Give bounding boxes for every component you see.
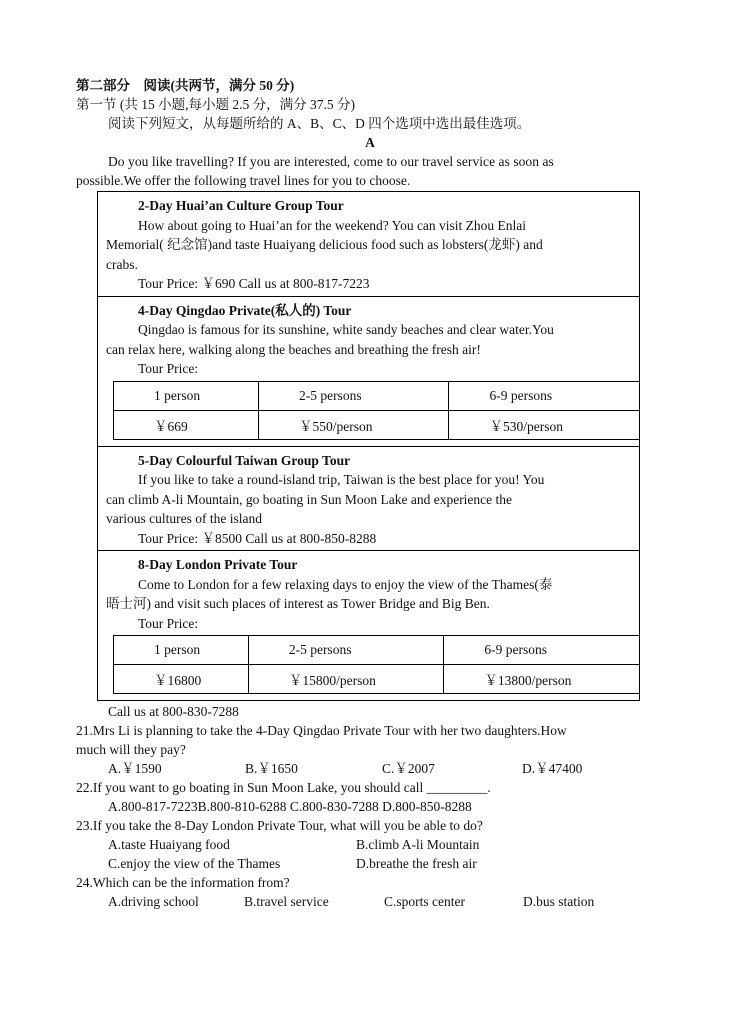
tour-qingdao — [98, 296, 639, 446]
question-24 — [76, 873, 664, 911]
tour-text-line: Qingdao is famous for its sunshine, white sandy beaches and clear water.You — [138, 322, 554, 337]
tours-box — [97, 191, 640, 701]
instruction-text: 阅读下列短文，从每题所给的 A、B、C、D 四个选项中选出最佳选项。 — [108, 116, 531, 131]
question-22 — [76, 778, 664, 816]
price-table-cell: 2-5 persons — [258, 381, 449, 410]
price-table-price-row — [114, 410, 640, 439]
price-table — [113, 635, 640, 694]
passage-letter: A — [365, 135, 375, 150]
tour-text-line: If you like to take a round-island trip, Taiwan is the best place for you! You — [138, 472, 545, 487]
option-d: D.bus station — [523, 894, 595, 909]
question-options — [76, 759, 664, 778]
option-b: B.climb A-li Mountain — [356, 837, 480, 852]
tour-text-line: Memorial( 纪念馆)and taste Huaiyang delicious food such as lobsters(龙虾) and — [106, 237, 543, 252]
tour-price-label: Tour Price: — [138, 615, 199, 631]
question-stem: 21.Mrs Li is planning to take the 4-Day Qingdao Private Tour with her two daughters.How — [76, 723, 567, 738]
option-c: C.enjoy the view of the Thames — [108, 856, 281, 871]
price-table-cell: ￥669 — [114, 410, 259, 439]
call-line: Call us at 800-830-7288 — [108, 704, 239, 719]
tour-text-line: can climb A-li Mountain, go boating in Sun Moon Lake and experience the — [106, 491, 513, 507]
price-table-cell: 1 person — [114, 381, 259, 410]
tour-title: 2-Day Huai’an Culture Group Tour — [138, 198, 344, 213]
option-c: C.￥2007 — [382, 761, 435, 776]
option-d: D.breathe the fresh air — [356, 856, 477, 871]
price-table-cell: ￥550/person — [258, 410, 449, 439]
price-table-cell: 6-9 persons — [449, 381, 640, 410]
tour-price: Tour Price: ￥690 Call us at 800-817-7223 — [138, 276, 370, 291]
question-options — [76, 835, 664, 854]
question-23 — [76, 816, 664, 873]
tour-title: 4-Day Qingdao Private(私人的) Tour — [138, 302, 352, 318]
intro-line-1: Do you like travelling? If you are interested, come to our travel service as soon as — [108, 154, 554, 169]
price-table-header-row — [114, 381, 640, 410]
reading-page — [76, 76, 664, 911]
question-stem: much will they pay? — [76, 742, 186, 757]
option-b: B.travel service — [244, 894, 329, 909]
tour-text-line: can relax here, walking along the beaches and breathing the fresh air! — [106, 341, 481, 357]
price-table-cell: ￥15800/person — [248, 665, 444, 694]
section-heading: 第一节 (共 15 小题,每小题 2.5 分，满分 37.5 分) — [76, 97, 355, 112]
tour-huaian — [98, 192, 639, 296]
tour-text-line: 晤士河) and visit such places of interest as Tower Bridge and Big Ben. — [106, 596, 490, 611]
tour-taiwan — [98, 446, 639, 551]
question-21 — [76, 721, 664, 778]
tour-text-line: various cultures of the island — [106, 511, 262, 526]
tour-text-line: Come to London for a few relaxing days to enjoy the view of the Thames(泰 — [138, 576, 553, 592]
price-table-cell: 1 person — [114, 636, 249, 665]
tour-text-line: How about going to Huai’an for the weekend? You can visit Zhou Enlai — [138, 217, 527, 233]
option-a: A.driving school — [108, 894, 199, 909]
tour-price: Tour Price: ￥8500 Call us at 800-850-8288 — [138, 530, 377, 546]
price-table-cell: ￥16800 — [114, 665, 249, 694]
tour-title: 8-Day London Private Tour — [138, 557, 298, 572]
part-heading: 第二部分 阅读(共两节，满分 50 分) — [76, 78, 295, 93]
price-table-header-row — [114, 636, 640, 665]
question-options — [76, 892, 664, 911]
option-d: D.￥47400 — [522, 761, 583, 776]
tour-price-label: Tour Price: — [138, 361, 199, 376]
price-table-cell: ￥13800/person — [444, 665, 640, 694]
question-options — [76, 854, 664, 873]
tour-london — [98, 550, 639, 700]
option-a: A.taste Huaiyang food — [108, 837, 230, 852]
question-stem: 24.Which can be the information from? — [76, 875, 290, 890]
question-options: A.800-817-7223B.800-810-6288 C.800-830-7288 D.800-850-8288 — [108, 799, 472, 814]
question-stem: 23.If you take the 8-Day London Private Tour, what will you be able to do? — [76, 818, 483, 833]
price-table-price-row — [114, 665, 640, 694]
question-stem: 22.If you want to go boating in Sun Moon Lake, you should call _________. — [76, 780, 491, 795]
tour-text-line: crabs. — [106, 256, 138, 272]
price-table — [113, 381, 640, 440]
option-c: C.sports center — [384, 894, 465, 909]
price-table-cell: 2-5 persons — [248, 636, 444, 665]
option-b: B.￥1650 — [245, 761, 298, 776]
price-table-cell: 6-9 persons — [444, 636, 640, 665]
option-a: A.￥1590 — [108, 761, 162, 776]
price-table-cell: ￥530/person — [449, 410, 640, 439]
intro-line-2: possible.We offer the following travel lines for you to choose. — [76, 173, 411, 188]
tour-title: 5-Day Colourful Taiwan Group Tour — [138, 452, 351, 468]
